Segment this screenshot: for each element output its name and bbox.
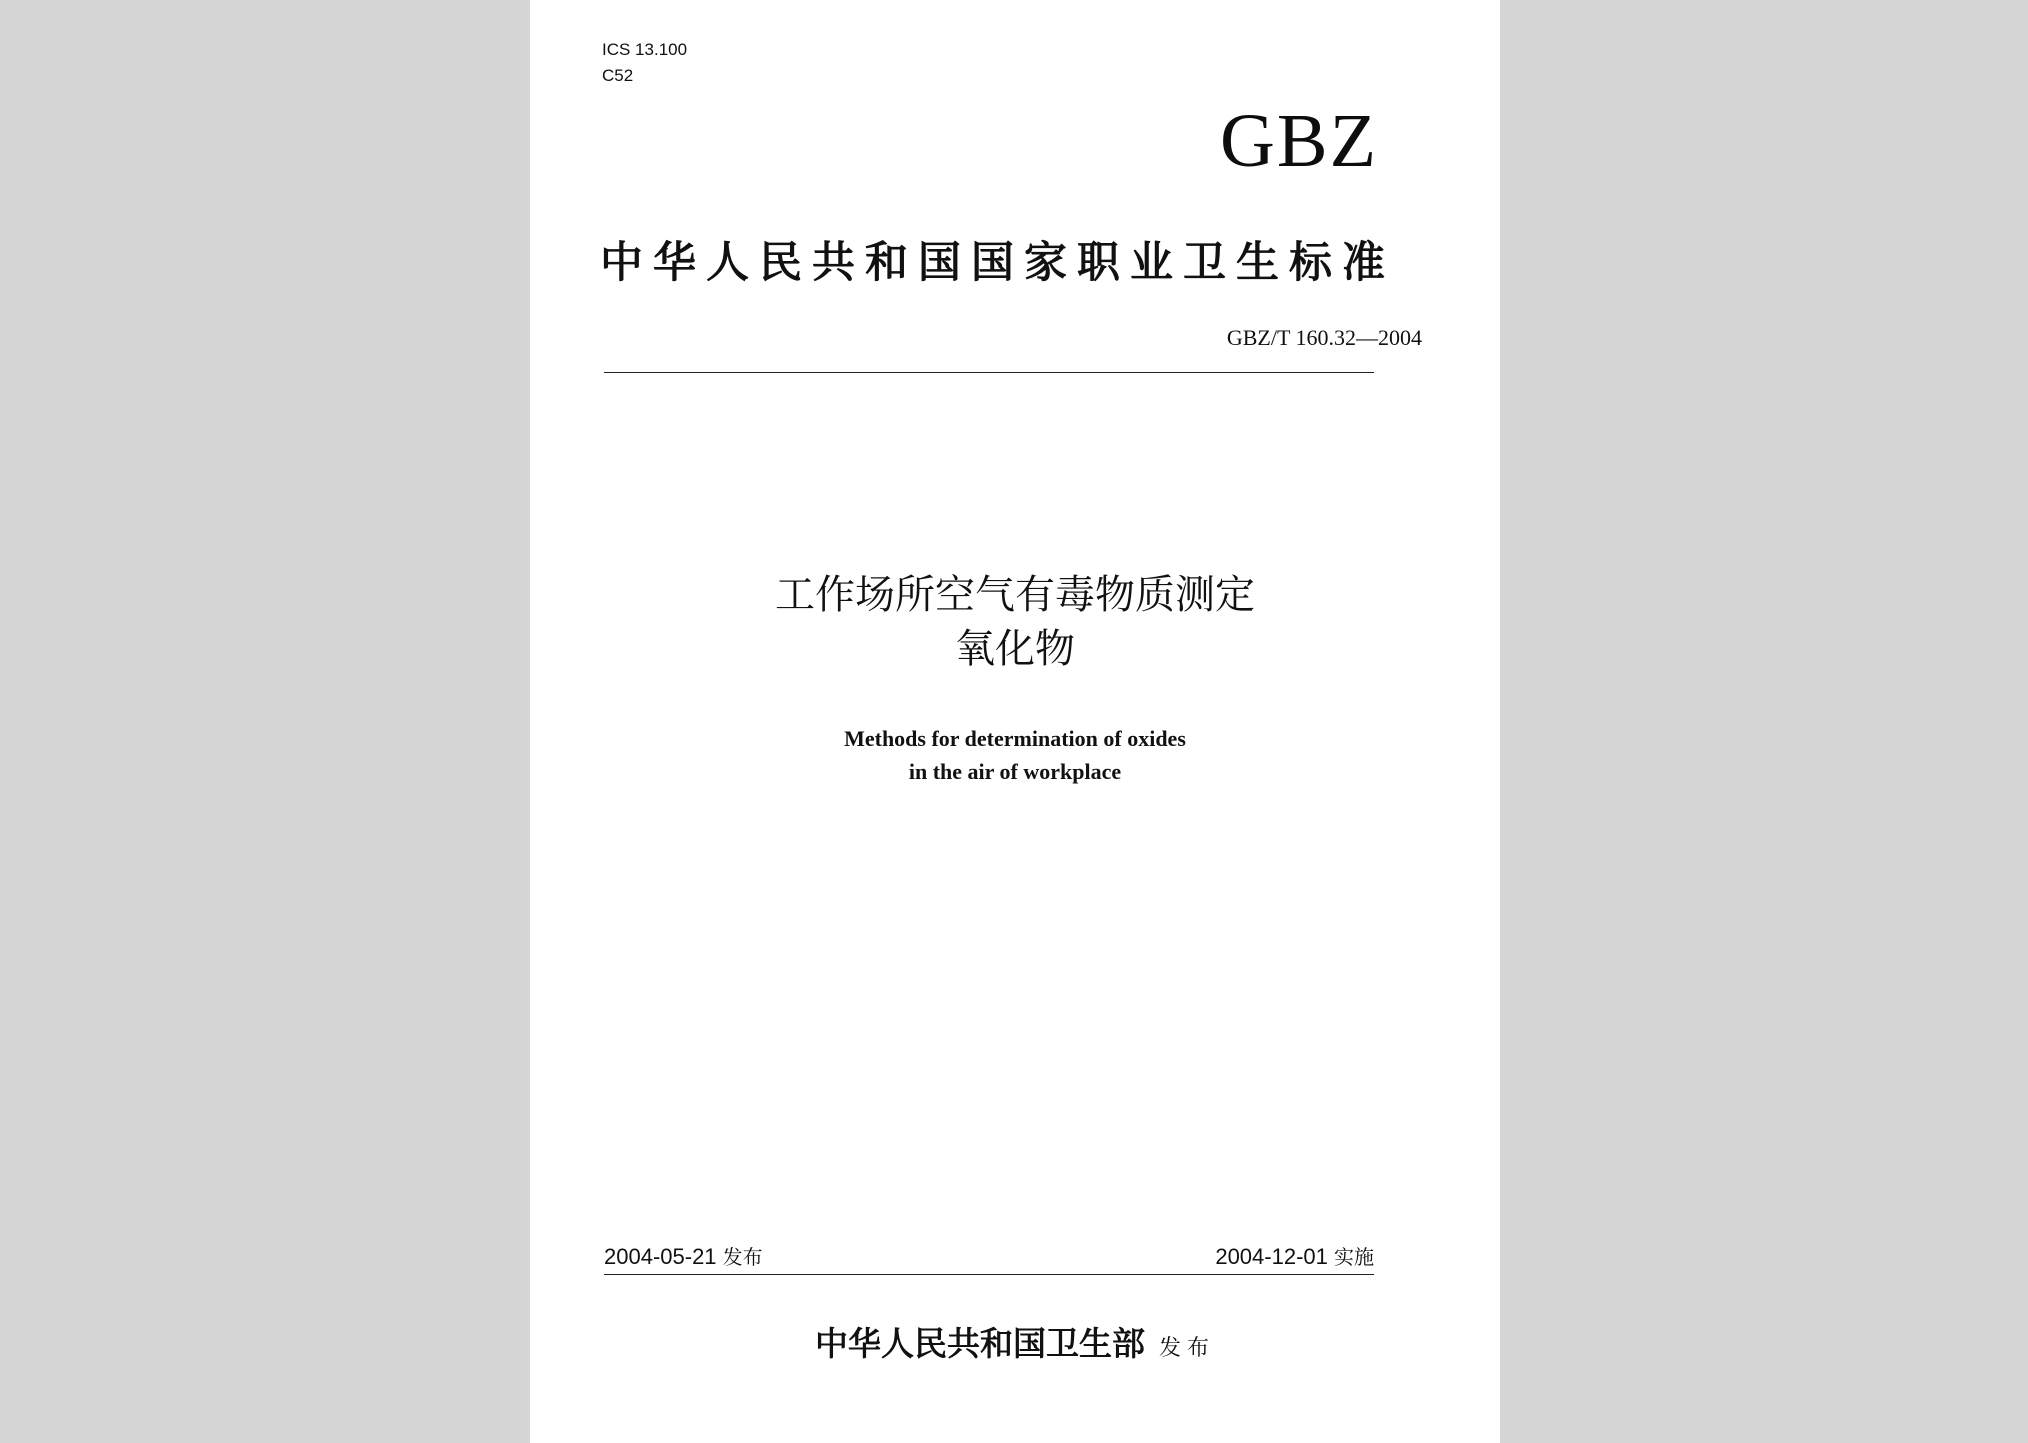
publisher-name: 中华人民共和国卫生部	[814, 1324, 1145, 1363]
document-page	[530, 0, 1500, 1443]
title-zh-line1: 工作场所空气有毒物质测定	[775, 572, 1255, 618]
publisher-verb: 发布	[1158, 1336, 1215, 1361]
issue-date	[604, 1243, 763, 1271]
title-zh-line2: 氧化物	[955, 626, 1075, 672]
title-en-line2: in the air of workplace	[908, 759, 1122, 784]
implementation-date	[1215, 1243, 1374, 1271]
issue-date-suffix: 发布	[722, 1245, 763, 1269]
ics-code: ICS 13.100	[602, 40, 688, 59]
title-chinese	[530, 568, 1500, 676]
standard-mark: GBZ	[1220, 99, 1378, 183]
title-en-line1: Methods for determination of oxides	[844, 726, 1186, 751]
publisher	[530, 1322, 1500, 1371]
ccs-code: C52	[602, 66, 634, 85]
issue-date-value: 2004-05-21	[604, 1244, 717, 1269]
title-english	[530, 722, 1500, 788]
implementation-date-suffix: 实施	[1334, 1245, 1374, 1269]
standard-category: 中华人民共和国国家职业卫生标准	[600, 238, 1385, 288]
implementation-date-value: 2004-12-01	[1215, 1244, 1328, 1269]
date-divider	[604, 1274, 1374, 1275]
header-divider	[604, 372, 1374, 373]
standard-number: GBZ/T 160.32—2004	[1226, 325, 1422, 350]
